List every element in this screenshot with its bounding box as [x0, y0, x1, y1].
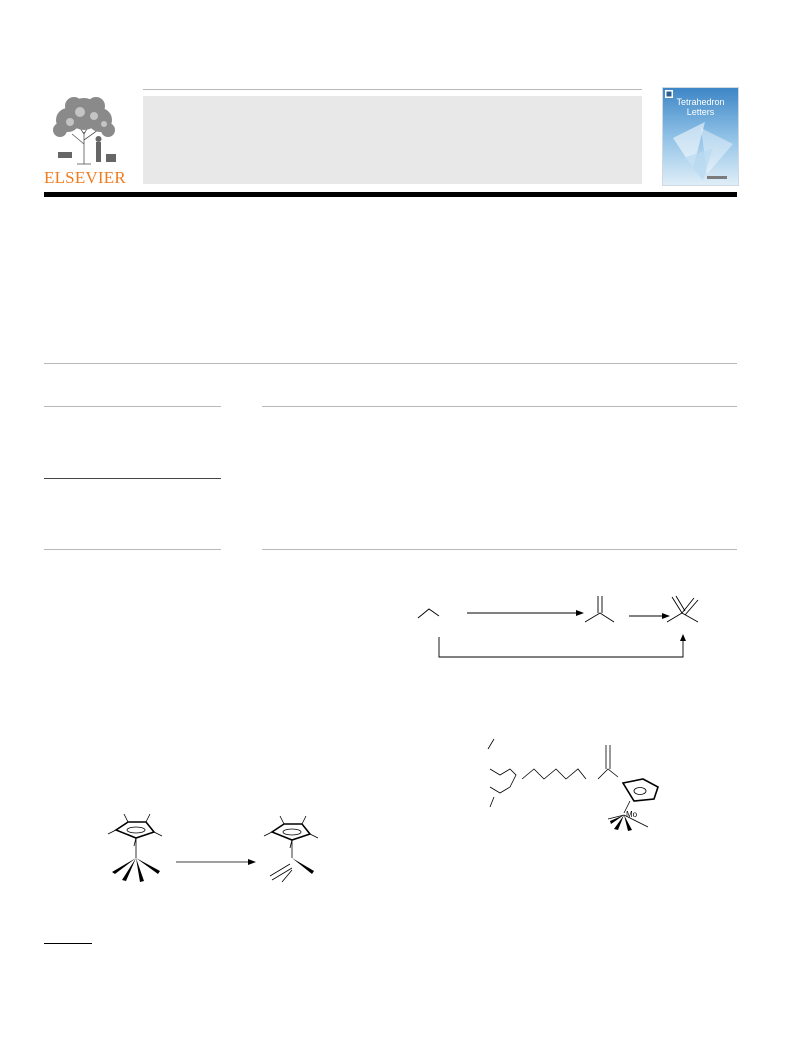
catalyst-structure [478, 735, 678, 845]
publisher-name: ELSEVIER [44, 168, 126, 187]
direct-route-line [439, 637, 683, 657]
left-column-bottom-rule [44, 549, 221, 550]
left-column-mid-rule [44, 478, 221, 479]
right-column-top-rule [262, 406, 737, 407]
arrow-head-2 [662, 613, 670, 619]
article-info-divider [44, 363, 737, 364]
journal-banner [143, 96, 642, 184]
intermediate-structure [585, 596, 614, 622]
journal-cover [662, 87, 739, 186]
footnote-rule [44, 943, 92, 944]
elsevier-logo [44, 94, 124, 166]
header-top-rule [143, 89, 642, 90]
arrow-head-3 [680, 634, 686, 641]
right-column-bottom-rule [262, 549, 737, 550]
metal-label: Mo [626, 810, 638, 819]
reaction-scheme [410, 585, 720, 665]
elsevier-tree-icon [44, 94, 124, 166]
left-column-top-rule [44, 406, 221, 407]
header-thick-rule [44, 192, 737, 197]
cp-complex-scheme [100, 810, 340, 890]
product-structure [667, 596, 698, 622]
cover-title: Tetrahedron Letters [676, 97, 725, 117]
starting-material [418, 609, 439, 618]
arrow-head-1 [576, 610, 584, 616]
